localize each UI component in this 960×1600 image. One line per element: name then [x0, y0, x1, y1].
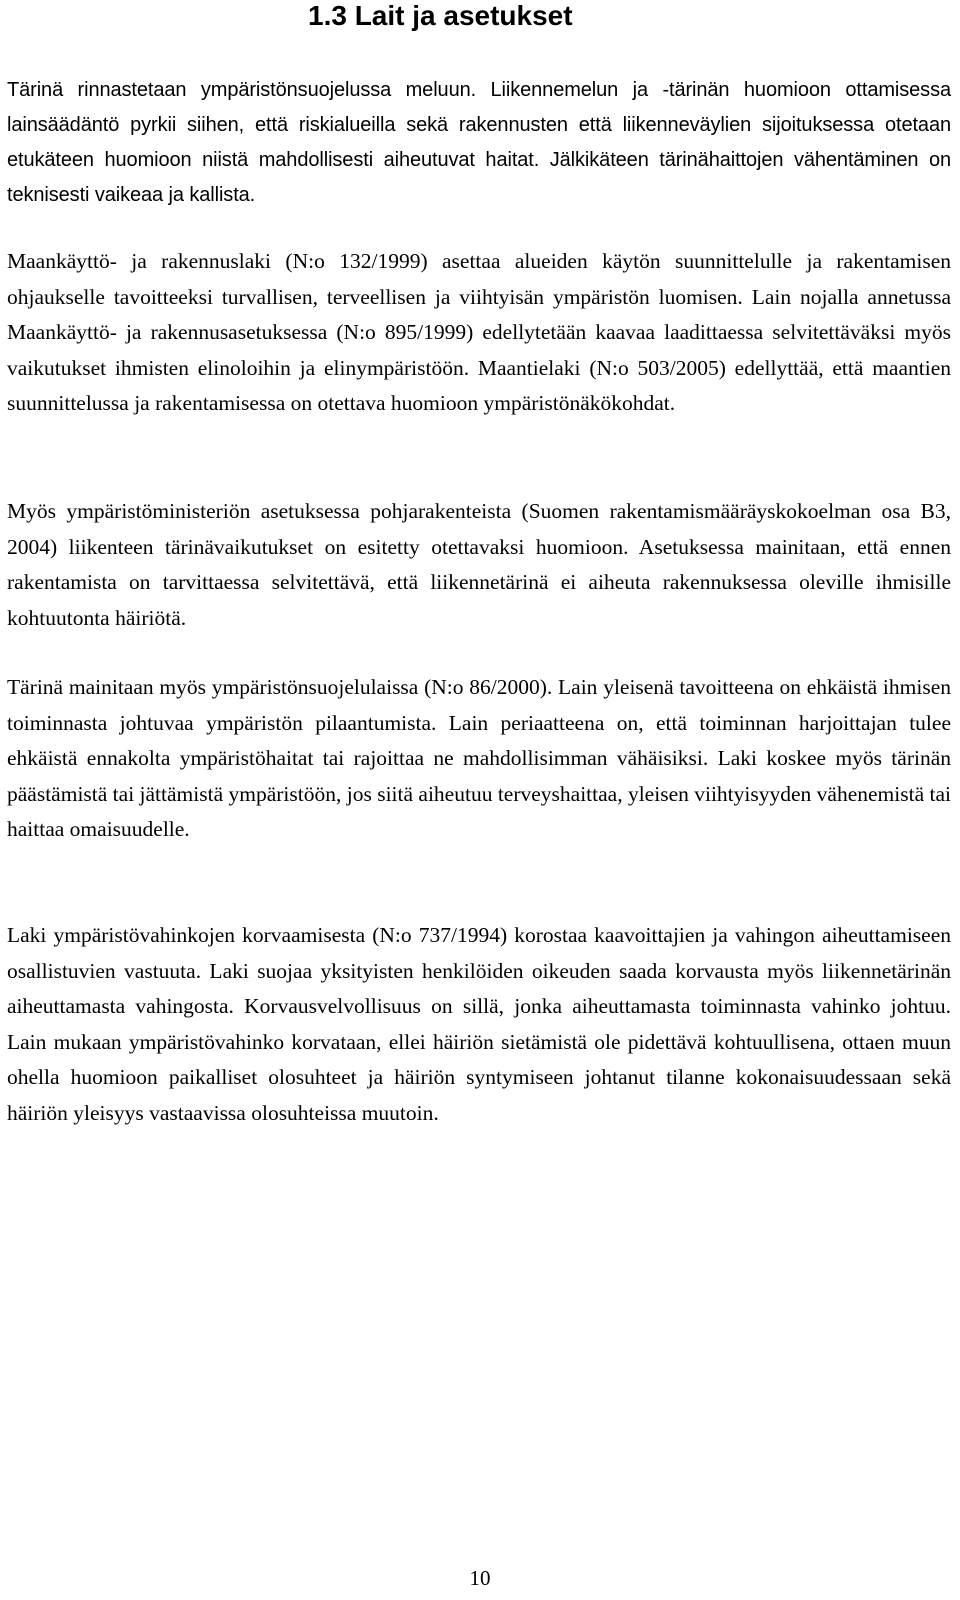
paragraph-intro: Tärinä rinnastetaan ympäristönsuojelussa meluun. Liikennemelun ja -tärinän huomioon ottamisessa lainsäädäntö pyrkii siihen, että riskialueilla sekä rakennusten että liikenneväylien sijoituksessa otetaan etukäteen huomioon niistä mahdollisesti aiheutuvat haitat. Jälkikäteen tärinähaittojen vähentäminen on teknisesti vaikeaa ja kallista. — [7, 79, 951, 206]
paragraph-damages-act: Laki ympäristövahinkojen korvaamisesta (N:o 737/1994) korostaa kaavoittajien ja vahingon aiheuttamiseen osallistuvien vastuuta. Laki suojaa yksityisten henkilöiden oikeuden saada korvausta myös liikennetärinän aiheuttamasta vahingosta. Korvausvelvollisuus on sillä, jonka aiheuttamasta toiminnasta vahinko johtuu. Lain mukaan ympäristövahinko korvataan, ellei häiriön sietämistä ole pidettävä kohtuullisena, ottaen muun ohella huomioon paikalliset olosuhteet ja häiriön syntymiseen johtanut tilanne kokonaisuudessaan sekä häiriön yleisyys vastaavissa olosuhteissa muutoin. — [7, 923, 951, 1125]
paragraph-ministry-decree: Myös ympäristöministeriön asetuksessa pohjarakenteista (Suomen rakentamismääräyskokoelman osa B3, 2004) liikenteen tärinävaikutukset on esitetty otettavaksi huomioon. Asetuksessa mainitaan, että ennen rakentamista on tarvittaessa selvitettävä, että liikennetärinä ei aiheuta rakennuksessa oleville ihmisille kohtuutonta häiriötä. — [7, 499, 951, 630]
paragraph-land-use-act: Maankäyttö- ja rakennuslaki (N:o 132/1999) asettaa alueiden käytön suunnittelulle ja rakentamisen ohjaukselle tavoitteeksi turvallisen, terveellisen ja viihtyisän ympäristön luomisen. Lain nojalla annetussa Maankäyttö- ja rakennusasetuksessa (N:o 895/1999) edellytetään kaavaa laadittaessa selvitettäväksi myös vaikutukset ihmisten elinoloihin ja elinympäristöön. Maantielaki (N:o 503/2005) edellyttää, että maantien suunnittelussa ja rakentamisessa on otettava huomioon ympäristönäkökohdat. — [7, 249, 951, 415]
page-number: 10 — [469, 1566, 491, 1590]
section-heading: 1.3 Lait ja asetukset — [308, 0, 573, 31]
paragraph-environmental-protection-act: Tärinä mainitaan myös ympäristönsuojelulaissa (N:o 86/2000). Lain yleisenä tavoitteena on ehkäistä ihmisen toiminnasta johtuvaa ympäristön pilaantumista. Lain periaatteena on, että toiminnan harjoittajan tulee ehkäistä ennakolta ympäristöhaitat tai rajoittaa ne mahdollisimman vähäisiksi. Laki koskee myös tärinän päästämistä tai jättämistä ympäristöön, jos siitä aiheutuu terveyshaittaa, yleisen viihtyisyyden vähenemistä tai haittaa omaisuudelle. — [7, 675, 951, 841]
